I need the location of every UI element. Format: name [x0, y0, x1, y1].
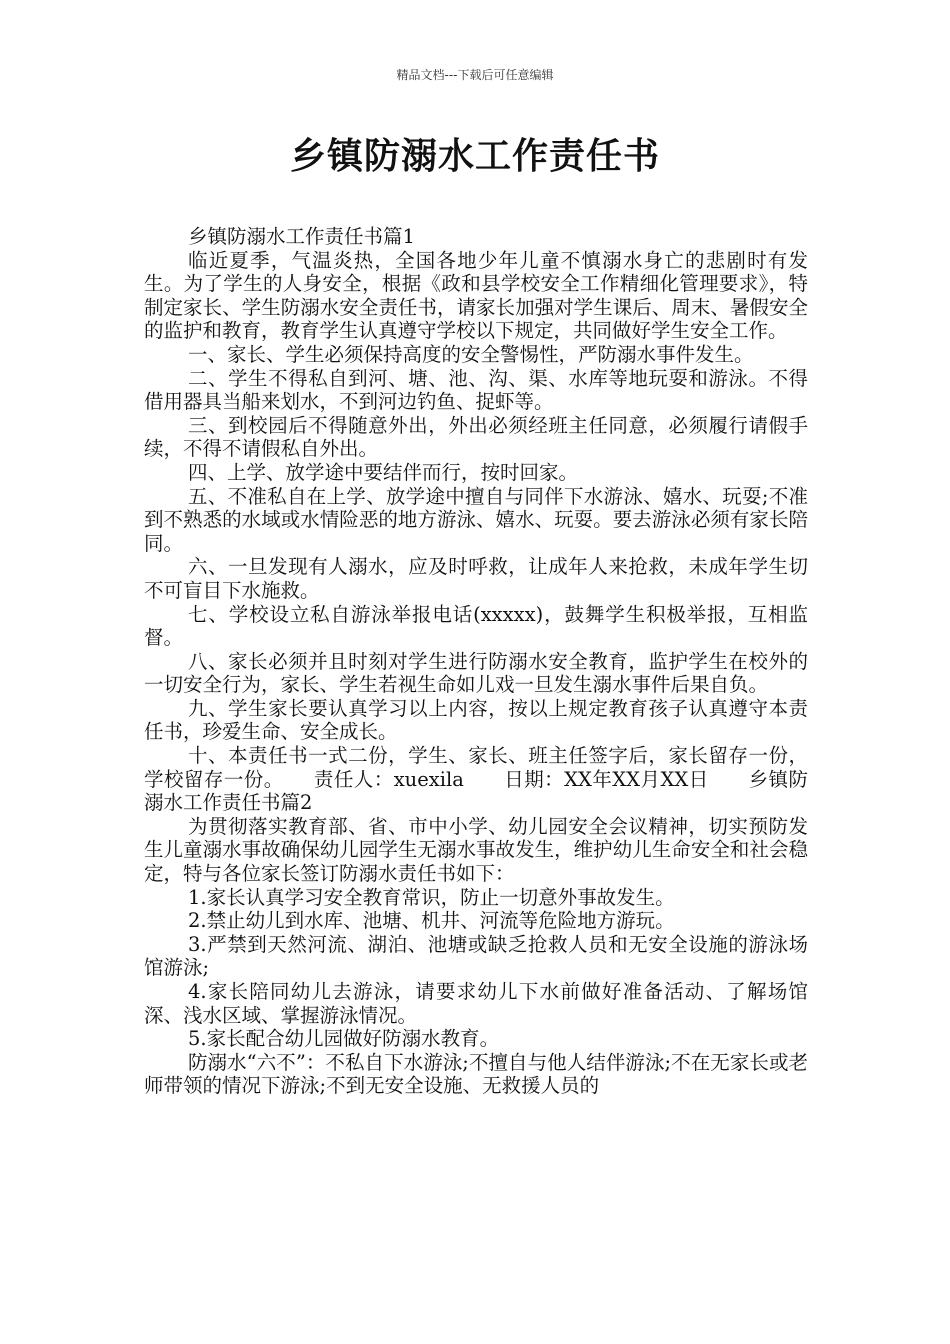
paragraph: 防溺水“六不”：不私自下水游泳;不擅自与他人结伴游泳;不在无家长或老师带领的情况下游泳;不到无安全设施、无救援人员的 [144, 1050, 808, 1098]
paragraph: 五、不准私自在上学、放学途中擅自与同伴下水游泳、嬉水、玩耍;不准到不熟悉的水域或水情险恶的地方游泳、嬉水、玩耍。要去游泳必须有家长陪同。 [144, 484, 808, 555]
document-title: 乡镇防溺水工作责任书 [289, 136, 660, 177]
paragraph: 2.禁止幼儿到水库、池塘、机井、河流等危险地方游玩。 [188, 909, 675, 933]
paragraph: 5.家长配合幼儿园做好防溺水教育。 [188, 1027, 500, 1051]
page-header: 精品文档---下载后可任意编辑 [396, 68, 554, 82]
paragraph: 七、学校设立私自游泳举报电话(xxxxx)，鼓舞学生积极举报，互相监督。 [144, 602, 808, 650]
paragraph: 1.家长认真学习安全教育常识，防止一切意外事故发生。 [188, 885, 675, 909]
paragraph: 乡镇防溺水工作责任书篇1 [188, 225, 415, 248]
paragraph: 六、一旦发现有人溺水，应及时呼救，让成年人来抢救，未成年学生切不可盲目下水施救。 [144, 555, 808, 602]
paragraph: 3.严禁到天然河流、湖泊、池塘或缺乏抢救人员和无安全设施的游泳场馆游泳; [144, 932, 808, 980]
paragraph: 三、到校园后不得随意外出，外出必须经班主任同意，必须履行请假手续，不得不请假私自外出。 [144, 413, 808, 461]
paragraph: 四、上学、放学途中要结伴而行，按时回家。 [188, 460, 579, 484]
paragraph: 临近夏季，气温炎热，全国各地少年儿童不慎溺水身亡的悲剧时有发生。为了学生的人身安全，根据《政和县学校安全工作精细化管理要求》，特制定家长、学生防溺水安全责任书，请家长加强对学生课后、周末、暑假安全的监护和教育，教育学生认真遵守学校以下规定，共同做好学生安全工作。 [144, 248, 808, 343]
document-body [144, 225, 808, 1098]
paragraph: 4.家长陪同幼儿去游泳，请要求幼儿下水前做好准备活动、了解场馆深、浅水区域、掌握游泳情况。 [144, 980, 808, 1027]
paragraph: 一、家长、学生必须保持高度的安全警惕性，严防溺水事件发生。 [188, 342, 754, 366]
paragraph: 为贯彻落实教育部、省、市中小学、幼儿园安全会议精神，切实预防发生儿童溺水事故确保幼儿园学生无溺水事故发生，维护幼儿生命安全和社会稳定，特与各位家长签订防溺水责任书如下： [144, 814, 808, 886]
paragraph: 八、家长必须并且时刻对学生进行防溺水安全教育，监护学生在校外的一切安全行为，家长、学生若视生命如儿戏一旦发生溺水事件后果自负。 [144, 649, 808, 697]
paragraph: 十、本责任书一式二份，学生、家长、班主任签字后，家长留存一份，学校留存一份。 责任人：xuexila 日期：XX年XX月XX日 乡镇防溺水工作责任书篇2 [144, 744, 808, 815]
paragraph: 二、学生不得私自到河、塘、池、沟、渠、水库等地玩耍和游泳。不得借用器具当船来划水，不到河边钓鱼、捉虾等。 [144, 366, 808, 414]
paragraph: 九、学生家长要认真学习以上内容，按以上规定教育孩子认真遵守本责任书，珍爱生命、安全成长。 [144, 696, 808, 744]
